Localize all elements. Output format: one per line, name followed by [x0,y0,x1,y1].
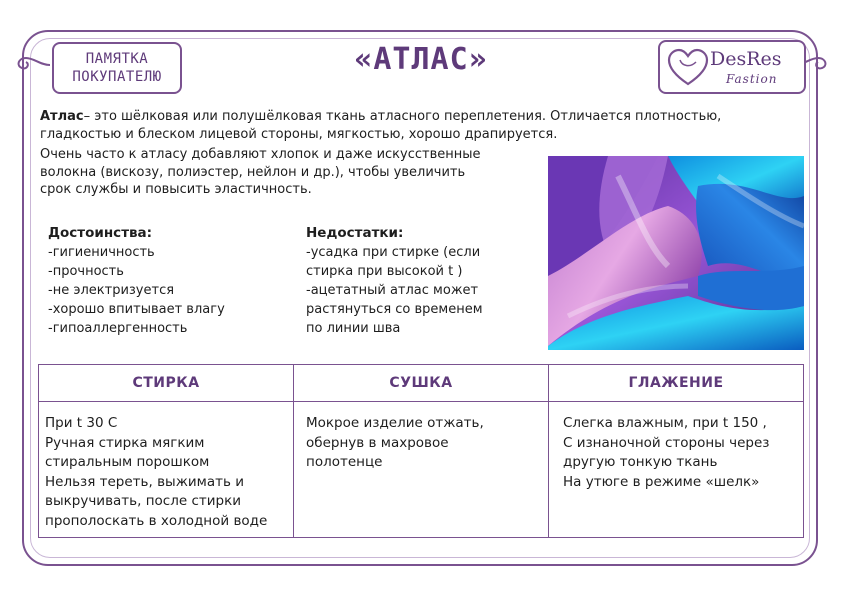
ironing-line: Слегка влажным, при t 150 , [563,415,767,431]
satin-fabric-illustration [548,156,804,350]
additions-line: волокна (вискозу, полиэстер, нейлон и др.), чтобы увеличить [40,164,466,180]
ironing-line: другую тонкую ткань [563,454,718,470]
satin-fabric-photo [548,156,804,350]
list-item: растянуться со временем [306,302,483,317]
fabric-description [40,108,800,144]
drying-line: обернув в махровое [306,434,449,451]
additions-line: Очень часто к атласу добавляют хлопок и даже искусственные [40,147,481,162]
ironing-cell [549,402,804,538]
drying-line: Мокрое изделие отжать, [306,415,484,431]
list-item: -хорошо впитывает влагу [48,302,225,317]
advantages-list [48,224,225,338]
header-ironing: ГЛАЖЕНИЕ [549,365,804,402]
heart-icon [666,48,710,88]
logo-name: DesRes [710,48,782,70]
washing-line: прополоскать в холодной воде [45,512,268,529]
fabric-additions [40,146,540,199]
washing-line: выкручивать, после стирки [45,493,242,509]
list-item: по линии шва [306,321,401,336]
list-item: -гипоаллергенность [48,321,188,336]
ironing-line: На утюге в режиме «шелк» [563,473,760,490]
page-title: «АТЛАС» [354,42,488,77]
advantages-title: Достоинства: [48,225,153,241]
logo-subtitle: Fastion [726,72,778,86]
list-item: стирка при высокой t ) [306,264,463,279]
washing-cell [39,402,294,538]
care-table [38,364,804,538]
ironing-line: С изнаночной стороны через [563,434,770,451]
header-drying: СУШКА [294,365,549,402]
washing-line: стиральным порошком [45,454,210,470]
list-item: -гигиеничность [48,245,155,260]
fabric-term: Атлас [40,109,84,124]
disadvantages-title: Недостатки: [306,225,404,241]
disadvantages-list [306,224,526,338]
list-item: -прочность [48,264,124,279]
drying-cell [294,402,549,538]
list-item: -усадка при стирке (если [306,245,481,260]
list-item: -не электризуется [48,283,175,298]
drying-line: полотенце [306,454,383,470]
list-item: -ацетатный атлас может [306,283,479,298]
fabric-definition: – это шёлковая или полушёлковая ткань атласного переплетения. Отличается плотностью, гладкостью и блеском лицевой стороны, мягкостью, хорошо драпируется. [40,109,722,142]
washing-line: Нельзя тереть, выжимать и [45,473,244,490]
badge-line-1: ПАМЯТКА [85,51,149,67]
washing-line: Ручная стирка мягким [45,434,205,451]
header-washing: СТИРКА [39,365,294,402]
badge-line-2: ПОКУПАТЕЛЮ [72,69,162,85]
additions-line: срок службы и повысить эластичность. [40,182,312,197]
washing-line: При t 30 С [45,415,118,431]
brand-logo [658,40,806,94]
